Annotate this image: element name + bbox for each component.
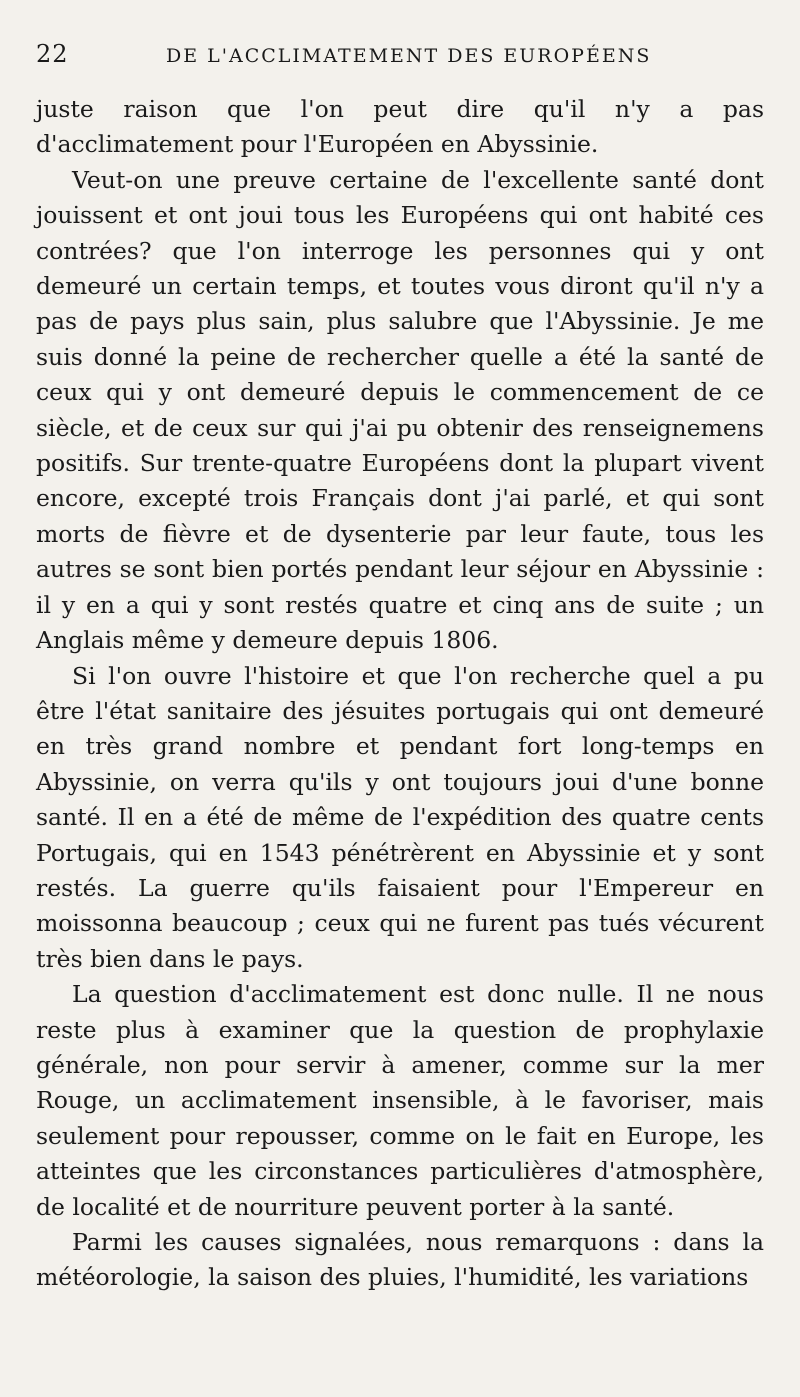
body-text <box>36 92 764 1296</box>
paragraph-continued: juste raison que l'on peut dire qu'il n'y a pas d'acclimatement pour l'Européen en Abyssinie. <box>36 95 764 159</box>
page-header <box>36 40 764 80</box>
paragraph: Parmi les causes signalées, nous remarquons : dans la météorologie, la saison des pluies, l'humidité, les variations <box>36 1228 764 1292</box>
paragraph: Veut-on une preuve certaine de l'excellente santé dont jouissent et ont joui tous les Européens qui ont habité ces contrées? que l'on interroge les personnes qui y ont demeuré un certain temps, et toutes vous diront qu'il n'y a pas de pays plus sain, plus salubre que l'Abyssinie. Je me suis donné la peine de rechercher quelle a été la santé de ceux qui y ont demeuré depuis le commencement de ce siècle, et de ceux sur qui j'ai pu obtenir des renseignemens positifs. Sur trente-quatre Européens dont la plupart vivent encore, excepté trois Français dont j'ai parlé, et qui sont morts de fièvre et de dysenterie par leur faute, tous les autres se sont bien portés pendant leur séjour en Abyssinie : il y en a qui y sont restés quatre et cinq ans de suite ; un Anglais même y demeure depuis 1806. <box>36 165 764 655</box>
page-number: 22 <box>36 40 69 68</box>
paragraph: Si l'on ouvre l'histoire et que l'on recherche quel a pu être l'état sanitaire des jésuites portugais qui ont demeuré en très grand nombre et pendant fort long-temps en Abyssinie, on verra qu'ils y ont toujours joui d'une bonne santé. Il en a été de même de l'expédition des quatre cents Portugais, qui en 1543 pénétrèrent en Abyssinie et y sont restés. La guerre qu'ils faisaient pour l'Empereur en moissonna beaucoup ; ceux qui ne furent pas tués vécurent très bien dans le pays. <box>36 661 764 973</box>
running-title: DE L'ACCLIMATEMENT DES EUROPÉENS <box>166 45 652 67</box>
paragraph: La question d'acclimatement est donc nulle. Il ne nous reste plus à examiner que la question de prophylaxie générale, non pour servir à amener, comme sur la mer Rouge, un acclimatement insensible, à le favoriser, mais seulement pour repousser, comme on le fait en Europe, les atteintes que les circonstances particulières d'atmosphère, de localité et de nourriture peuvent porter à la santé. <box>36 980 764 1221</box>
